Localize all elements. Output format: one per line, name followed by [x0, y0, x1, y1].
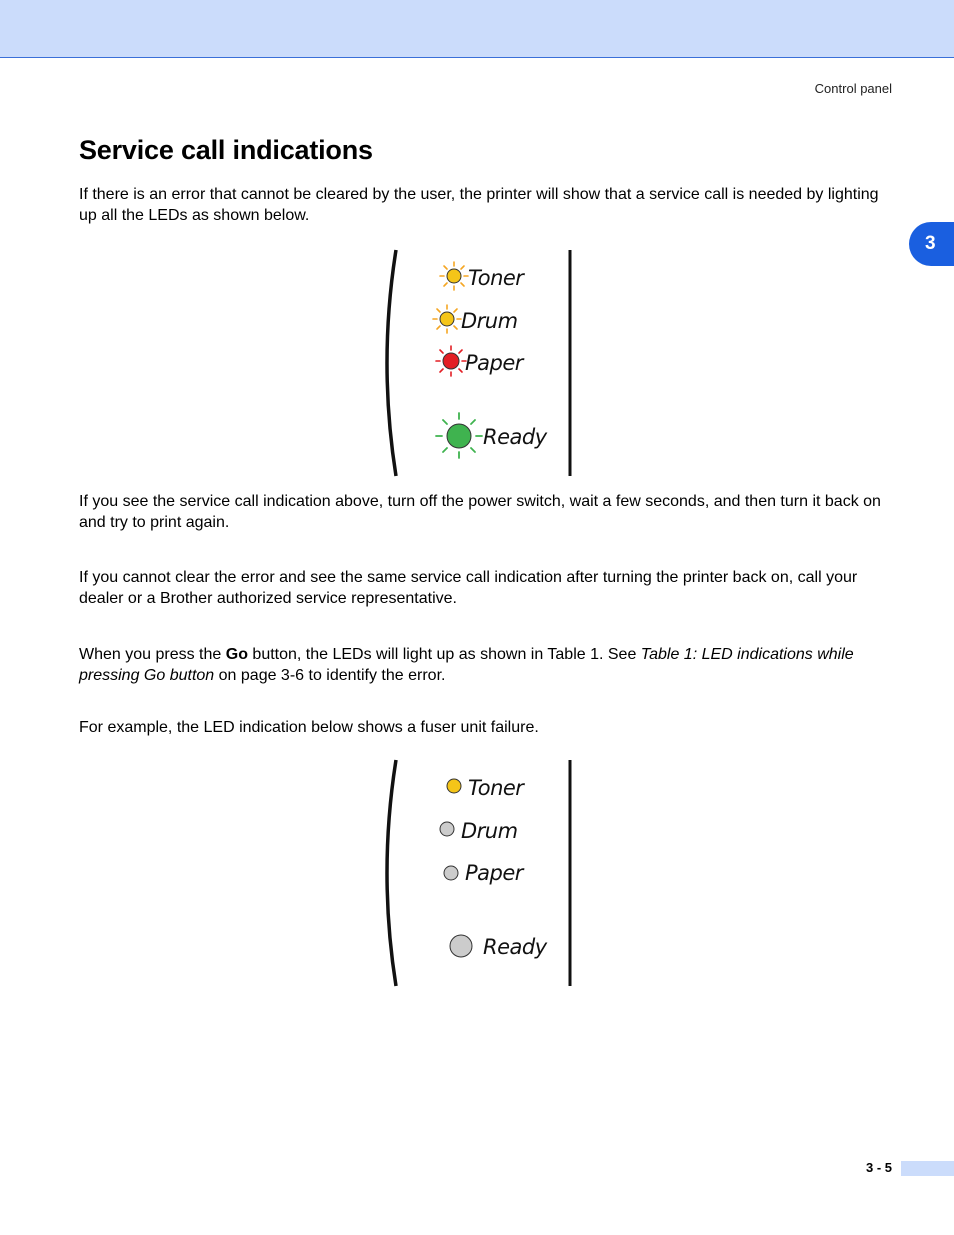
- paper-led-blinking: [436, 346, 466, 376]
- toner-label: Toner: [468, 266, 524, 290]
- power-cycle-paragraph: If you see the service call indication above, turn off the power switch, wait a few seconds, and then turn it back on and try to print again.: [79, 493, 881, 531]
- paper-label: Paper: [465, 861, 523, 885]
- paper-led: [443, 353, 459, 369]
- fuser-failure-led-figure: [376, 758, 586, 988]
- footer-band: [901, 1161, 954, 1176]
- paper-label: Paper: [465, 351, 523, 375]
- ready-label: Ready: [483, 425, 547, 449]
- header-band: [0, 0, 954, 58]
- toner-led: [447, 269, 461, 283]
- table-reference-link[interactable]: Table 1: LED indications while pressing Go button: [79, 646, 854, 684]
- toner-label: Toner: [468, 776, 524, 800]
- drum-label: Drum: [461, 819, 518, 843]
- p4-text-c: on page 3-6 to identify the error.: [214, 666, 446, 684]
- go-button-paragraph: [79, 645, 894, 686]
- go-button-name: Go: [225, 646, 248, 663]
- ready-led: [450, 935, 472, 957]
- drum-led: [440, 822, 454, 836]
- intro-paragraph: If there is an error that cannot be cleared by the user, the printer will show that a service call is needed by lighting up all the LEDs as shown below.: [79, 186, 879, 224]
- service-call-led-figure: [376, 248, 586, 478]
- drum-led: [440, 312, 454, 326]
- drum-label: Drum: [461, 309, 518, 333]
- page-number: 3 - 5: [865, 1160, 892, 1175]
- ready-label: Ready: [483, 935, 547, 959]
- ready-led-blinking: [436, 413, 482, 458]
- toner-led-blinking: [440, 262, 468, 290]
- toner-led: [447, 779, 461, 793]
- page-title: Service call indications: [79, 135, 373, 165]
- running-head: Control panel: [814, 81, 892, 96]
- p4-text-b: button, the LEDs will light up as shown in Table 1. See: [247, 646, 641, 663]
- p4-text-a: When you press the: [79, 646, 226, 663]
- call-dealer-paragraph: If you cannot clear the error and see the same service call indication after turning the printer back on, call your dealer or a Brother authorized service representative.: [79, 569, 858, 607]
- chapter-tab[interactable]: 3: [909, 222, 954, 266]
- ready-led: [447, 424, 471, 448]
- example-paragraph: For example, the LED indication below shows a fuser unit failure.: [79, 719, 539, 736]
- drum-led-blinking: [433, 305, 461, 333]
- paper-led: [444, 866, 458, 880]
